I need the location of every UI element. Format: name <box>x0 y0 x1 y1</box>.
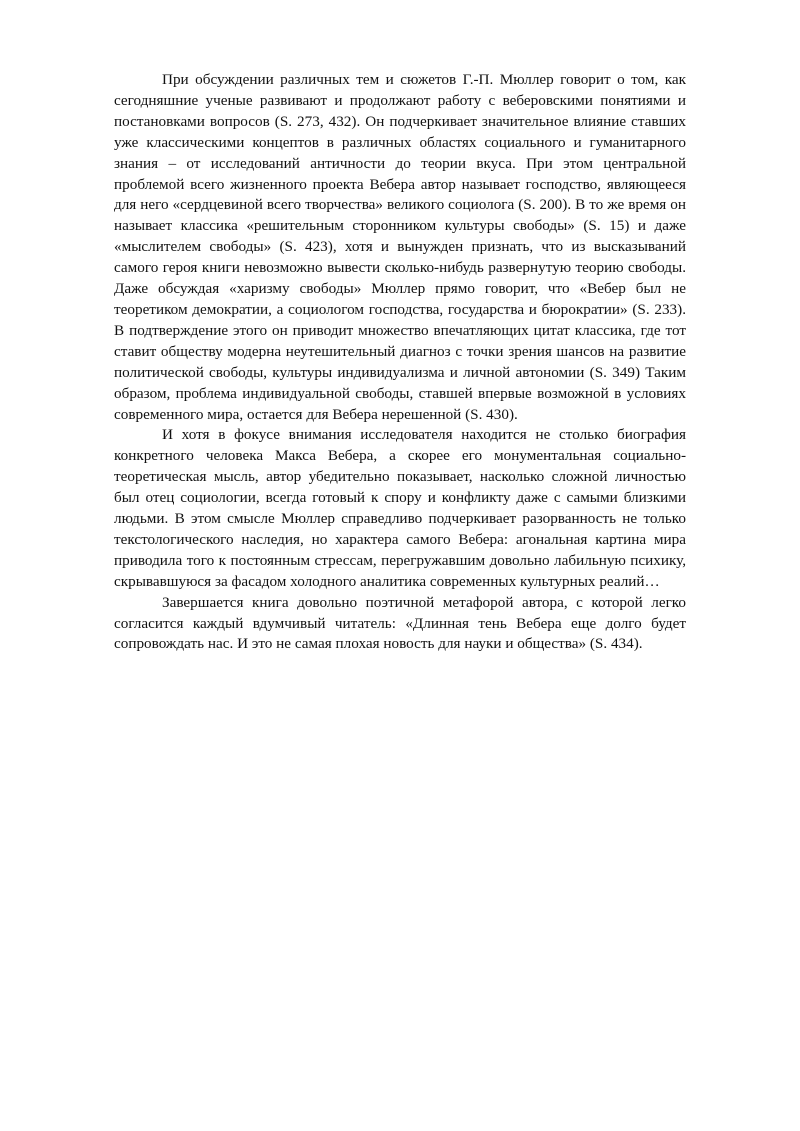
paragraph-2: И хотя в фокусе внимания исследователя находится не столько биография конкретного человека Макса Вебера, а скорее его монументальная социально-теоретическая мысль, автор убедительно показывает, насколько сложной личностью был отец социологии, всегда готовый к спору и конфликту даже с самыми близкими людьми. В этом смысле Мюллер справедливо подчеркивает разорванность не только текстологического наследия, но характера самого Вебера: агональная картина мира приводила того к постоянным стрессам, перегружавшим довольно лабильную психику, скрывавшуюся за фасадом холодного аналитика современных культурных реалий… <box>114 426 686 590</box>
paragraph-3: Завершается книга довольно поэтичной метафорой автора, с которой легко согласится каждый вдумчивый читатель: «Длинная тень Вебера еще долго будет сопровождать нас. И это не самая плохая новость для науки и общества» (S. 434). <box>114 593 686 653</box>
document-page <box>114 70 686 655</box>
paragraph-1: При обсуждении различных тем и сюжетов Г.-П. Мюллер говорит о том, как сегодняшние ученые развивают и продолжают работу с веберовскими понятиями и постановками вопросов (S. 273, 432). Он подчеркивает значительное влияние ставших уже классическими концептов в различных областях социального и гуманитарного знания – от исследований античности до теории вкуса. При этом центральной проблемой всего жизненного проекта Вебера автор называет господство, являющееся для него «сердцевиной всего творчества» великого социолога (S. 200). В то же время он называет классика «решительным сторонником культуры свободы» (S. 15) и даже «мыслителем свободы» (S. 423), хотя и вынужден признать, что из высказываний самого героя книги невозможно вывести сколько-нибудь развернутую теорию свободы. Даже обсуждая «харизму свободы» Мюллер прямо говорит, что «Вебер был не теоретиком демократии, а социологом господства, государства и бюрократии» (S. 233). В подтверждение этого он приводит множество впечатляющих цитат классика, где тот ставит обществу модерна неутешительный диагноз с точки зрения шансов на развитие политической свободы, культуры индивидуализма и личной автономии (S. 349) Таким образом, проблема индивидуальной свободы, ставшей впервые возможной в условиях современного мира, остается для Вебера нерешенной (S. 430). <box>114 71 686 423</box>
